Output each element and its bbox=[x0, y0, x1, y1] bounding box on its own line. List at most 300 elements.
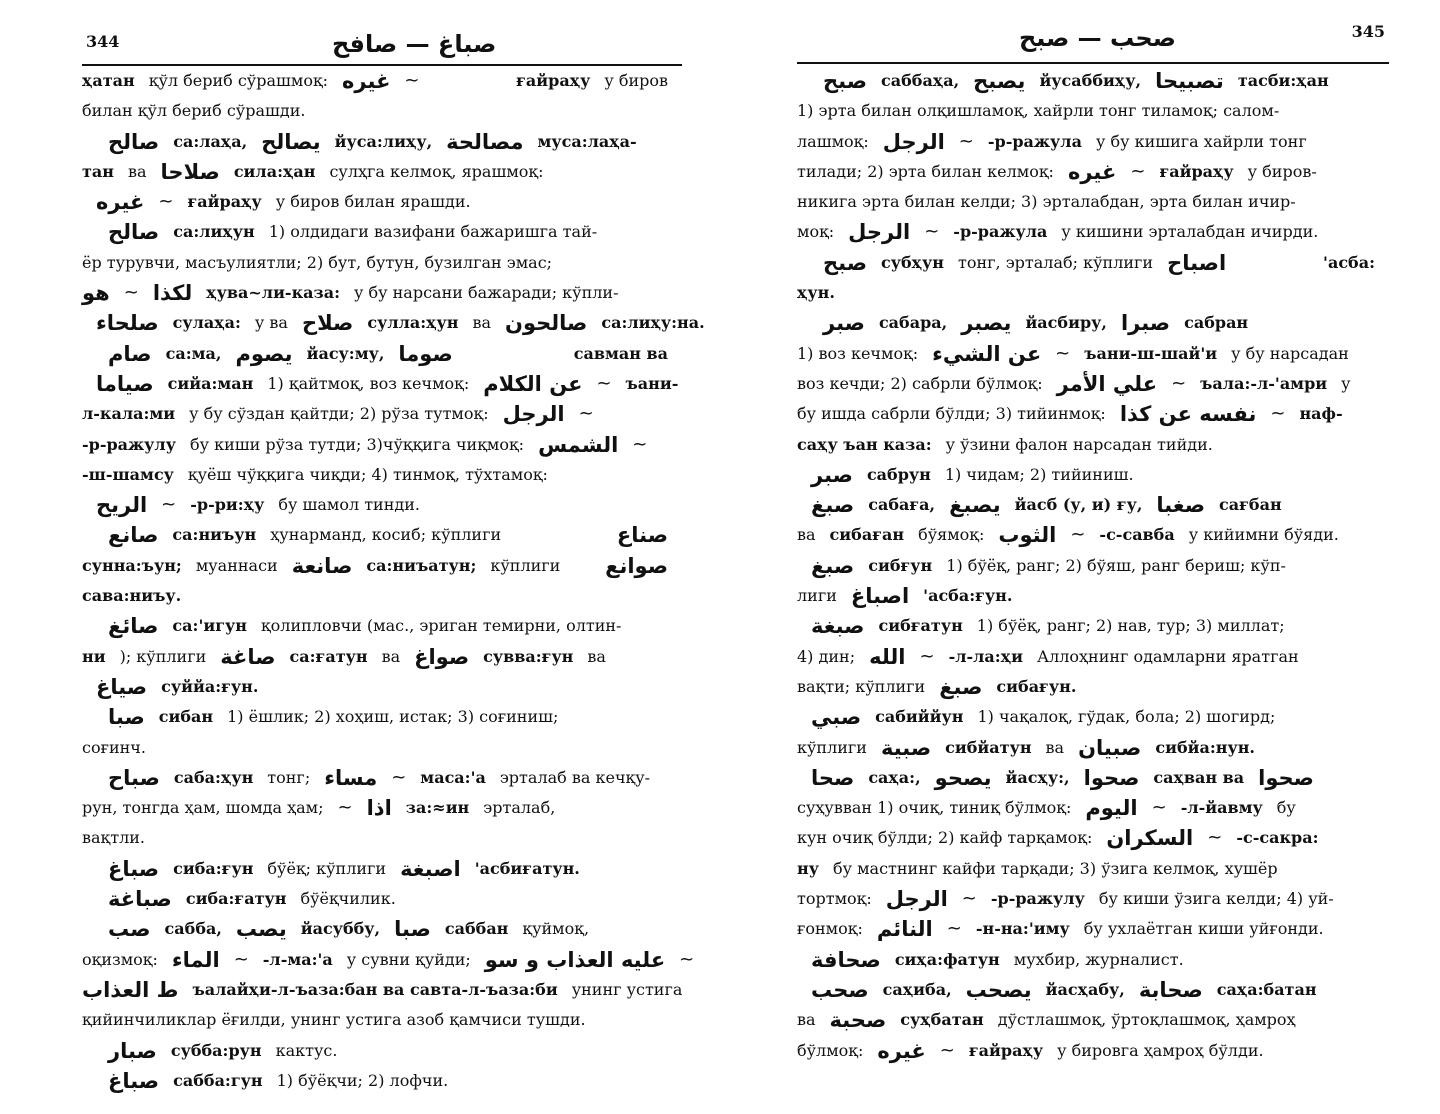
gloss-text: у bbox=[1341, 373, 1351, 393]
tilde-mark: ~ bbox=[946, 918, 962, 940]
transliteration: сиҳа:фатун bbox=[894, 949, 1000, 969]
transliteration: сибғун bbox=[868, 555, 933, 575]
transliteration: саҳиба, bbox=[882, 979, 952, 999]
transliteration: йасуббу, bbox=[300, 919, 381, 939]
transliteration: йасу:му, bbox=[306, 343, 385, 363]
transliteration: -ш-шамсу bbox=[82, 464, 174, 484]
gloss-text: ва bbox=[797, 1010, 816, 1030]
text-line bbox=[82, 248, 682, 278]
transliteration: -р-ражулу bbox=[990, 889, 1085, 909]
tilde-mark: ~ bbox=[1055, 342, 1071, 364]
text-line bbox=[797, 520, 1389, 550]
gloss-text: 1) бўёқчи; 2) лофчи. bbox=[276, 1070, 449, 1090]
arabic-word: عن الكلام bbox=[483, 371, 583, 396]
transliteration: йасҳу:, bbox=[1005, 767, 1070, 787]
gloss-text: 1) воз кечмоқ: bbox=[797, 343, 919, 363]
right-page-body bbox=[797, 66, 1389, 1066]
arabic-word: صبغ bbox=[811, 553, 855, 578]
tilde-mark: ~ bbox=[924, 221, 940, 243]
gloss-text: кун очиқ бўлди; 2) кайф тарқамоқ: bbox=[797, 828, 1093, 848]
arabic-word: صياغ bbox=[96, 674, 148, 699]
tilde-mark: ~ bbox=[1171, 372, 1187, 394]
transliteration: 'асбиғатун. bbox=[474, 858, 580, 878]
arabic-word: الريح bbox=[96, 493, 148, 518]
gloss-text: 1) олдидаги вазифани бажаришга тай- bbox=[268, 222, 598, 242]
text-line bbox=[82, 157, 682, 187]
gloss-text: 1) бўёқ, ранг; 2) бўяш, ранг бериш; кўп- bbox=[946, 555, 1286, 575]
left-page bbox=[82, 0, 705, 1114]
transliteration: суййа:ғун. bbox=[161, 676, 259, 696]
gloss-text: қуёш чўққига чиқди; 4) тинмоқ, тўхтамоқ: bbox=[187, 464, 548, 484]
text-line bbox=[797, 823, 1389, 853]
text-line bbox=[82, 793, 682, 823]
gloss-text: тонг, эрталаб; кўплиги bbox=[958, 252, 1154, 272]
transliteration: сиба:ғун bbox=[173, 858, 254, 878]
transliteration: саҳу ъан каза: bbox=[797, 434, 932, 454]
text-line bbox=[82, 611, 682, 641]
transliteration: сийа:ман bbox=[167, 373, 254, 393]
arabic-word: علي الأمر bbox=[1056, 371, 1158, 396]
text-line bbox=[82, 702, 682, 732]
text-line bbox=[82, 642, 682, 672]
arabic-word: مساء bbox=[324, 765, 378, 790]
tilde-mark: ~ bbox=[233, 948, 249, 970]
transliteration: йасб (у, и) ғу, bbox=[1014, 495, 1143, 515]
transliteration: -с-сакра: bbox=[1236, 828, 1319, 848]
gloss-text: 1) бўёқ, ранг; 2) нав, тур; 3) миллат; bbox=[976, 616, 1285, 636]
gloss-text: ва bbox=[797, 525, 816, 545]
text-line bbox=[797, 733, 1389, 763]
text-line bbox=[797, 1036, 1389, 1066]
gloss-text: ва bbox=[381, 646, 401, 666]
arabic-word: صبح bbox=[823, 69, 867, 93]
text-line bbox=[82, 490, 682, 520]
arabic-word: يصالح bbox=[261, 129, 321, 154]
text-line bbox=[797, 430, 1389, 460]
text-line bbox=[82, 884, 682, 914]
arabic-word: اذا bbox=[366, 796, 392, 821]
arabic-word: صياما bbox=[96, 371, 154, 396]
text-line bbox=[82, 127, 682, 157]
gloss-text: 1) қайтмоқ, воз кечмоқ: bbox=[267, 373, 470, 393]
gloss-text: у биров- bbox=[1247, 161, 1317, 181]
gloss-text: бўямоқ: bbox=[918, 525, 985, 545]
gloss-text: сулҳга келмоқ, ярашмоқ: bbox=[329, 161, 544, 181]
transliteration: сабрун bbox=[866, 464, 931, 484]
gloss-text: никига эрта билан келди; 3) эрталабдан, эрта билан ичир- bbox=[797, 192, 1296, 212]
transliteration: маса:'а bbox=[420, 767, 486, 787]
arabic-word: صبرا bbox=[1120, 311, 1171, 336]
arabic-word: هو bbox=[82, 281, 110, 306]
arabic-word: لكذا bbox=[152, 281, 193, 306]
gloss-text: унинг устига bbox=[571, 979, 683, 999]
gloss-text: эрталаб ва кечқу- bbox=[499, 767, 651, 787]
gloss-text: лиги bbox=[797, 586, 837, 606]
text-line bbox=[82, 308, 705, 338]
gloss-text: ғонмоқ: bbox=[797, 919, 863, 939]
transliteration: йасбиру, bbox=[1025, 313, 1107, 333]
arabic-word: اليوم bbox=[1085, 796, 1138, 821]
transliteration: сувва:ғун bbox=[483, 646, 574, 666]
tilde-mark: ~ bbox=[596, 372, 612, 394]
transliteration: сабара, bbox=[878, 313, 948, 333]
transliteration: субба:рун bbox=[170, 1040, 262, 1060]
arabic-word: يصحب bbox=[965, 977, 1032, 1002]
transliteration: -л-ма:'а bbox=[262, 949, 333, 969]
tilde-mark: ~ bbox=[679, 948, 695, 970]
text-line bbox=[797, 339, 1389, 369]
arabic-word: صالحون bbox=[505, 311, 588, 336]
transliteration: са:лиҳун bbox=[173, 222, 255, 242]
text-line bbox=[797, 884, 1389, 914]
gloss-text: тилади; 2) эрта билан келмоқ: bbox=[797, 161, 1054, 181]
gloss-text: 4) дин; bbox=[797, 646, 856, 666]
gloss-text: вақти; кўплиги bbox=[797, 676, 926, 696]
tilde-mark: ~ bbox=[958, 130, 974, 152]
arabic-word: عليه العذاب و سو bbox=[484, 947, 666, 972]
gloss-text: бу bbox=[1276, 798, 1296, 818]
text-line bbox=[82, 1066, 682, 1096]
arabic-word: صلحاء bbox=[96, 311, 159, 336]
text-line bbox=[82, 945, 695, 975]
gloss-text: у ва bbox=[254, 313, 288, 333]
gloss-text: мухбир, журналист. bbox=[1013, 949, 1184, 969]
arabic-word: يصبر bbox=[961, 311, 1012, 336]
arabic-word: صانعة bbox=[291, 553, 353, 578]
transliteration: сибағун. bbox=[996, 676, 1077, 696]
right-page bbox=[797, 0, 1389, 1114]
text-line bbox=[797, 551, 1389, 581]
arabic-word: الشمس bbox=[538, 432, 619, 457]
transliteration: ъани-ш-шай'и bbox=[1084, 343, 1218, 363]
text-line bbox=[797, 127, 1389, 157]
transliteration: са:лиҳу:на. bbox=[601, 313, 705, 333]
gloss-text: бўёқчилик. bbox=[300, 889, 396, 909]
gloss-text: ёр турувчи, масъулиятли; 2) бут, бутун, бузилган эмас; bbox=[82, 252, 553, 272]
text-line bbox=[82, 187, 682, 217]
gloss-text: ва bbox=[1045, 737, 1065, 757]
transliteration: йуса:лиҳу, bbox=[334, 131, 433, 151]
gloss-text: кўплиги bbox=[490, 555, 561, 575]
left-page-number: 344 bbox=[86, 32, 120, 51]
gloss-text: 1) чақалоқ, гўдак, бола; 2) шогирд; bbox=[977, 707, 1276, 727]
transliteration: сабба, bbox=[164, 919, 222, 939]
arabic-word: صغبا bbox=[1156, 493, 1206, 518]
transliteration: ҳатан bbox=[82, 71, 135, 90]
transliteration: саҳа:, bbox=[868, 767, 921, 787]
text-line bbox=[797, 66, 1389, 96]
transliteration: са:ғатун bbox=[289, 646, 368, 666]
text-line bbox=[797, 702, 1389, 732]
tilde-mark: ~ bbox=[337, 797, 353, 819]
gloss-text: 1) эрта билан олқишламоқ, хайрли тонг тиламоқ; салом- bbox=[797, 101, 1280, 121]
transliteration: сава:ниъу. bbox=[82, 586, 182, 606]
transliteration: ғайраҳу bbox=[187, 192, 262, 212]
text-line bbox=[82, 975, 682, 1005]
transliteration: саҳван ва bbox=[1153, 767, 1245, 787]
text-line bbox=[797, 308, 1389, 338]
gloss-text: кактус. bbox=[275, 1040, 338, 1060]
arabic-word: صلاحا bbox=[160, 159, 220, 184]
transliteration: йасҳабу, bbox=[1045, 979, 1125, 999]
transliteration: сибан bbox=[158, 707, 214, 727]
transliteration: ни bbox=[82, 646, 106, 666]
text-line bbox=[797, 278, 1389, 308]
left-page-header bbox=[82, 0, 682, 66]
text-line bbox=[82, 399, 682, 429]
arabic-word: صبار bbox=[108, 1038, 157, 1063]
text-line bbox=[797, 854, 1389, 884]
tilde-mark: ~ bbox=[404, 70, 420, 91]
text-line bbox=[82, 763, 682, 793]
arabic-word: يصب bbox=[235, 917, 287, 942]
transliteration: сабиййун bbox=[875, 707, 964, 727]
transliteration: сунна:ъун; bbox=[82, 555, 182, 575]
transliteration: ғайраҳу bbox=[516, 71, 591, 90]
gloss-text: у сувни қуйди; bbox=[346, 949, 471, 969]
arabic-word: صحوا bbox=[1258, 765, 1314, 790]
transliteration: -р-ри:ҳу bbox=[190, 495, 265, 515]
arabic-word: اصباح bbox=[1167, 250, 1227, 275]
arabic-word: صالح bbox=[108, 129, 160, 154]
gloss-text: кўплиги bbox=[797, 737, 867, 757]
transliteration: -р-ражула bbox=[987, 131, 1082, 151]
gloss-text: рун, тонгда ҳам, шомда ҳам; bbox=[82, 798, 324, 818]
transliteration: -н-на:'иму bbox=[975, 919, 1070, 939]
arabic-word: غيره bbox=[1067, 159, 1117, 184]
gloss-text: тонг; bbox=[267, 767, 311, 787]
text-line bbox=[82, 733, 682, 763]
transliteration: тасби:ҳан bbox=[1237, 71, 1329, 90]
text-line bbox=[82, 96, 682, 126]
transliteration: саҳа:батан bbox=[1216, 979, 1317, 999]
arabic-word: الرجل bbox=[502, 402, 565, 427]
text-line bbox=[797, 399, 1389, 429]
tilde-mark: ~ bbox=[158, 191, 174, 213]
transliteration: сабба:гун bbox=[173, 1070, 263, 1090]
gloss-text: ва bbox=[472, 313, 492, 333]
transliteration: йусаббиҳу, bbox=[1039, 71, 1142, 90]
transliteration: сабран bbox=[1184, 313, 1249, 333]
gloss-text: муаннаси bbox=[195, 555, 278, 575]
gloss-text: қўл бериб сўрашмоқ: bbox=[148, 71, 329, 90]
transliteration: сибйа:нун. bbox=[1155, 737, 1255, 757]
text-line bbox=[797, 490, 1389, 520]
text-line bbox=[797, 460, 1389, 490]
arabic-word: الرجل bbox=[848, 220, 911, 245]
transliteration: за:≈ин bbox=[405, 798, 470, 818]
gloss-text: вақтли. bbox=[82, 828, 146, 848]
transliteration: ғайраҳу bbox=[968, 1040, 1044, 1060]
transliteration: -р-ражула bbox=[953, 222, 1048, 242]
arabic-word: صبا bbox=[394, 917, 431, 942]
transliteration: са:'игун bbox=[172, 616, 247, 636]
arabic-word: صحا bbox=[811, 765, 855, 790]
gloss-text: қийинчиликлар ёғилди, унинг устига азоб қамчиси тушди. bbox=[82, 1010, 586, 1030]
text-line bbox=[82, 217, 682, 247]
transliteration: сибғатун bbox=[878, 616, 963, 636]
arabic-word: صوما bbox=[398, 341, 453, 366]
transliteration: суҳбатан bbox=[900, 1010, 984, 1030]
text-line bbox=[82, 430, 682, 460]
gloss-text: бўлмоқ: bbox=[797, 1040, 864, 1060]
right-page-header bbox=[797, 0, 1389, 66]
text-line bbox=[82, 551, 682, 581]
transliteration: са:ма, bbox=[165, 343, 222, 363]
tilde-mark: ~ bbox=[919, 645, 935, 667]
arabic-word: الثوب bbox=[998, 523, 1057, 548]
arabic-word: صبر bbox=[811, 462, 853, 487]
arabic-word: صبر bbox=[823, 311, 865, 336]
gloss-text: у бу сўздан қайтди; 2) рўза тутмоқ: bbox=[189, 404, 489, 424]
gloss-text: бу ухлаётган киши уйғонди. bbox=[1083, 919, 1324, 939]
arabic-word: الرجل bbox=[885, 887, 948, 912]
gloss-text: бу киши ўзига келди; 4) уй- bbox=[1098, 889, 1334, 909]
arabic-word: يصبغ bbox=[949, 493, 1001, 518]
gloss-text: бу мастнинг кайфи тарқади; 3) ўзига келмоқ, хушёр bbox=[832, 858, 1278, 878]
arabic-word: صانع bbox=[108, 523, 159, 548]
transliteration: сибаған bbox=[829, 525, 905, 545]
gloss-text: тортмоқ: bbox=[797, 889, 872, 909]
gloss-text: бу ишда сабрли бўлди; 3) тийинмоқ: bbox=[797, 404, 1106, 424]
arabic-word: غيره bbox=[877, 1038, 926, 1063]
gloss-text: у ўзини фалон нарсадан тийди. bbox=[945, 434, 1213, 454]
text-line bbox=[797, 369, 1389, 399]
arabic-word: صحب bbox=[811, 977, 869, 1002]
text-line bbox=[82, 1005, 682, 1035]
gloss-text: у биров билан ярашди. bbox=[275, 192, 471, 212]
transliteration: са:лаҳа, bbox=[173, 131, 248, 151]
arabic-word: صحافة bbox=[811, 947, 881, 972]
arabic-word: اصبغة bbox=[400, 856, 461, 881]
arabic-word: عن الشيء bbox=[932, 341, 1042, 366]
text-line bbox=[797, 217, 1389, 247]
transliteration: -р-ражулу bbox=[82, 434, 176, 454]
gloss-text: у бу нарсадан bbox=[1231, 343, 1349, 363]
transliteration: 'асба: bbox=[1323, 252, 1375, 272]
arabic-word: صوانع bbox=[605, 553, 668, 578]
arabic-word: صحبة bbox=[829, 1008, 887, 1033]
gloss-text: моқ: bbox=[797, 222, 835, 242]
arabic-word: صبي bbox=[811, 705, 862, 730]
tilde-mark: ~ bbox=[1130, 160, 1146, 182]
transliteration: наф- bbox=[1299, 404, 1343, 424]
arabic-word: الرجل bbox=[882, 129, 945, 154]
left-running-head: صباغ — صافح bbox=[332, 30, 497, 58]
tilde-mark: ~ bbox=[391, 766, 407, 788]
tilde-mark: ~ bbox=[578, 403, 594, 425]
text-line bbox=[82, 1036, 682, 1066]
transliteration: ъалайҳи-л-ъаза:бан ва савта-л-ъаза:би bbox=[192, 979, 558, 999]
transliteration: сулла:ҳун bbox=[367, 313, 459, 333]
text-line bbox=[797, 187, 1389, 217]
transliteration: сиба:ғатун bbox=[185, 889, 287, 909]
tilde-mark: ~ bbox=[632, 433, 648, 455]
transliteration: ғайраҳу bbox=[1159, 161, 1234, 181]
transliteration: саббан bbox=[444, 919, 509, 939]
gloss-text: билан қўл бериб сўрашди. bbox=[82, 101, 306, 121]
right-header-rule bbox=[797, 62, 1389, 64]
gloss-text: ); кўплиги bbox=[119, 646, 207, 666]
text-line bbox=[797, 581, 1389, 611]
arabic-word: النائم bbox=[876, 917, 933, 942]
tilde-mark: ~ bbox=[1207, 827, 1223, 849]
gloss-text: бу киши рўза тутди; 3)чўққига чиқмоқ: bbox=[189, 434, 525, 454]
gloss-text: у бирoв bbox=[604, 71, 668, 90]
arabic-word: صباغ bbox=[108, 856, 160, 881]
text-line bbox=[797, 642, 1389, 672]
transliteration: муса:лаҳа- bbox=[537, 131, 637, 151]
text-line bbox=[82, 581, 682, 611]
arabic-word: يصبح bbox=[973, 69, 1026, 93]
arabic-word: صلاح bbox=[301, 311, 354, 336]
arabic-word: صواغ bbox=[414, 644, 470, 669]
transliteration: ъала:-л-'амри bbox=[1200, 373, 1328, 393]
arabic-word: نفسه عن كذا bbox=[1119, 402, 1257, 427]
gloss-text: у кийимни бўяди. bbox=[1188, 525, 1339, 545]
arabic-word: الله bbox=[869, 644, 906, 669]
arabic-word: صبح bbox=[823, 250, 867, 275]
text-line bbox=[797, 672, 1389, 702]
arabic-word: صبيان bbox=[1078, 735, 1142, 760]
gloss-text: у бу кишига хайрли тонг bbox=[1095, 131, 1307, 151]
text-line bbox=[82, 278, 682, 308]
text-line bbox=[82, 339, 682, 369]
transliteration: сағбан bbox=[1219, 495, 1282, 515]
arabic-word: الماء bbox=[171, 947, 220, 972]
left-page-body bbox=[82, 66, 705, 1096]
arabic-word: يصوم bbox=[235, 341, 293, 366]
text-line bbox=[82, 854, 682, 884]
arabic-word: غيره bbox=[96, 190, 145, 215]
arabic-word: صب bbox=[108, 917, 151, 942]
arabic-word: صناع bbox=[616, 523, 668, 548]
transliteration: субҳун bbox=[881, 252, 944, 272]
transliteration: тан bbox=[82, 161, 114, 181]
transliteration: саббаҳа, bbox=[881, 71, 960, 90]
gloss-text: қуймоқ, bbox=[522, 919, 590, 939]
arabic-word: صبا bbox=[108, 705, 145, 730]
transliteration: са:ниъун bbox=[172, 525, 257, 545]
tilde-mark: ~ bbox=[1151, 797, 1167, 819]
arabic-word: صام bbox=[108, 341, 152, 366]
gloss-text: воз кечди; 2) сабрли бўлмоқ: bbox=[797, 373, 1043, 393]
gloss-text: ҳунарманд, косиб; кўплиги bbox=[270, 525, 502, 545]
gloss-text: у бировга ҳамроҳ бўлди. bbox=[1057, 1040, 1264, 1060]
arabic-word: صبية bbox=[880, 735, 932, 760]
gloss-text: бўёқ; кўплиги bbox=[267, 858, 387, 878]
text-line bbox=[797, 157, 1389, 187]
arabic-word: صاغة bbox=[220, 644, 276, 669]
text-line bbox=[82, 66, 682, 96]
tilde-mark: ~ bbox=[161, 494, 177, 516]
arabic-word: السكران bbox=[1106, 826, 1194, 851]
tilde-mark: ~ bbox=[939, 1039, 955, 1061]
text-line bbox=[797, 1005, 1389, 1035]
text-line bbox=[82, 369, 682, 399]
text-line bbox=[797, 611, 1389, 641]
transliteration: сила:ҳан bbox=[233, 161, 316, 181]
gloss-text: бу шамол тинди. bbox=[278, 495, 420, 515]
gloss-text: 1) чидам; 2) тийиниш. bbox=[944, 464, 1134, 484]
gloss-text: у кишини эрталабдан ичирди. bbox=[1061, 222, 1319, 242]
gloss-text: эрталаб, bbox=[483, 798, 556, 818]
gloss-text: 1) ёшлик; 2) хоҳиш, истак; 3) соғиниш; bbox=[227, 707, 559, 727]
gloss-text: соғинч. bbox=[82, 737, 146, 757]
text-line bbox=[797, 914, 1389, 944]
transliteration: ну bbox=[797, 858, 819, 878]
tilde-mark: ~ bbox=[123, 282, 139, 304]
